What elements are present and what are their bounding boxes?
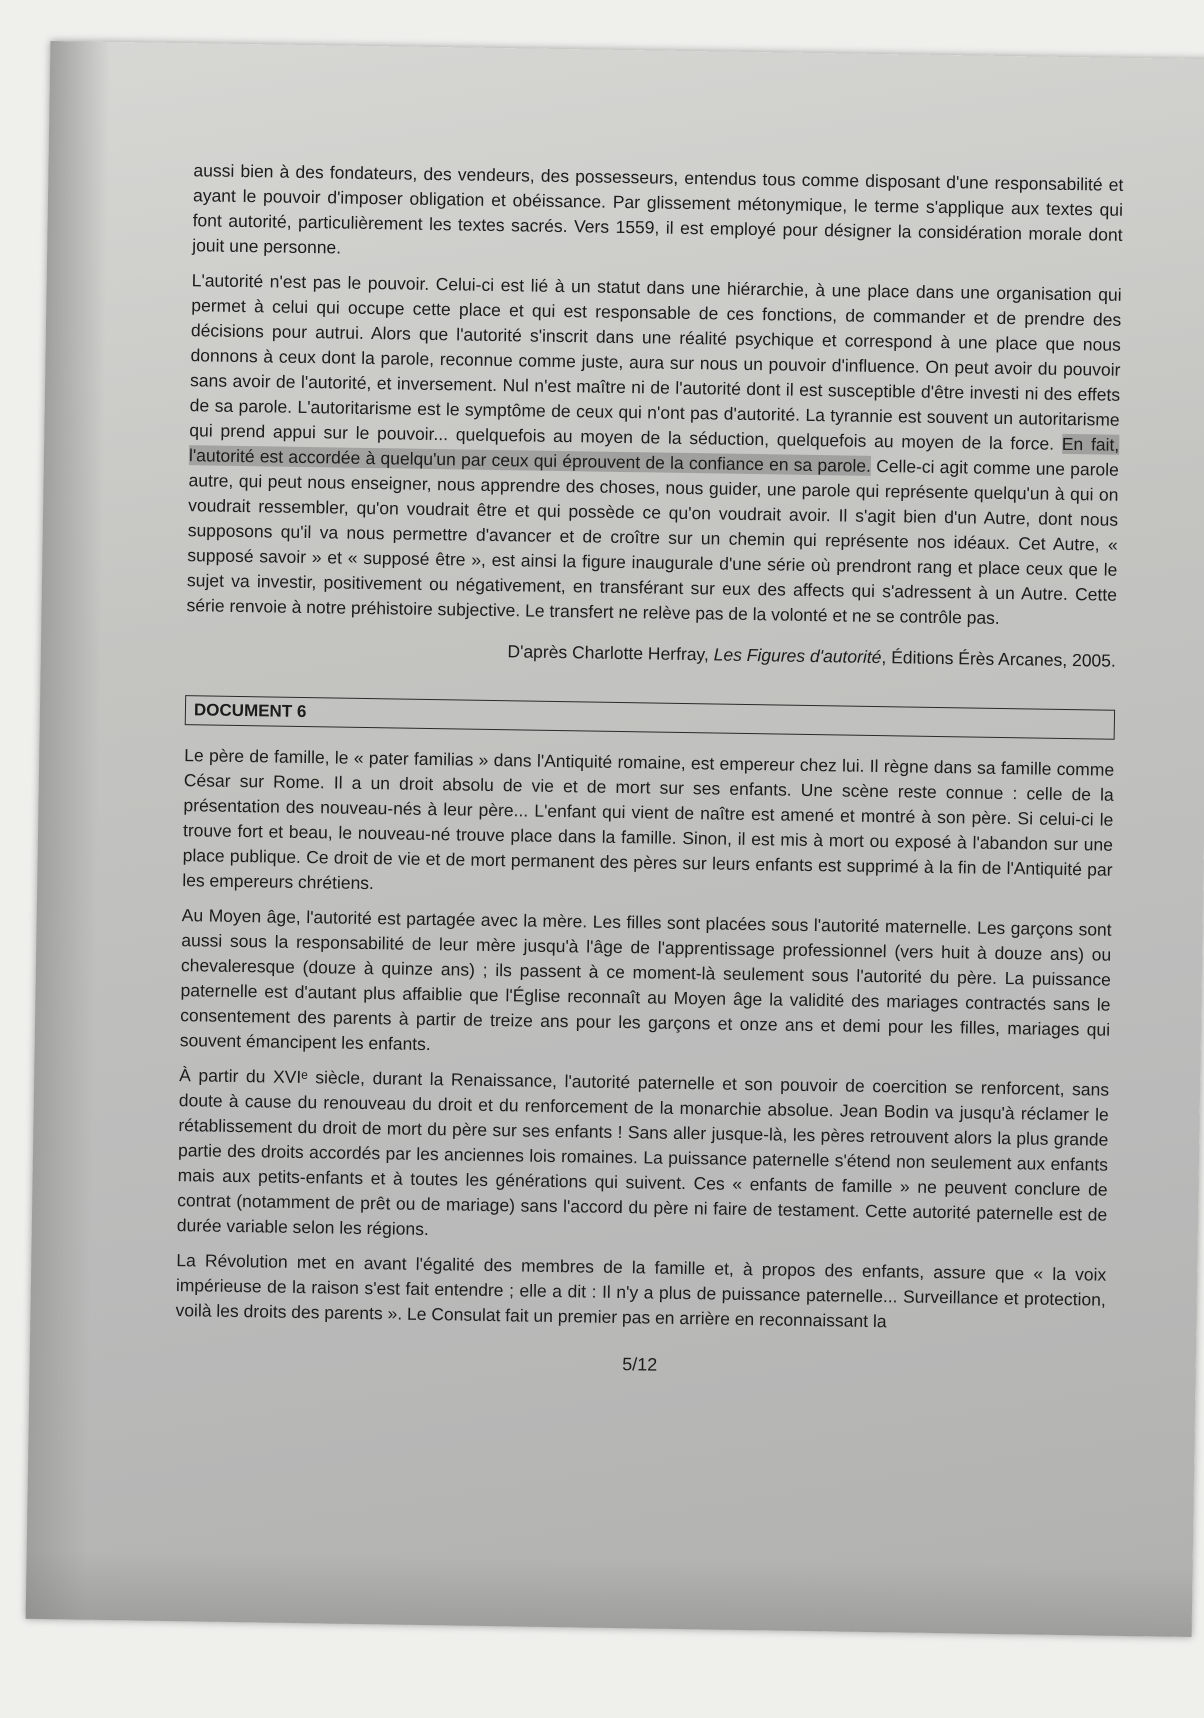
paragraph-renaissance: À partir du XVIᵉ siècle, durant la Renaissance, l'autorité paternelle et son pouvoir de coercition se renforcent, sans doute à cause du renouveau du droit et du renforcement de la monarchie absolue. Jean Bodin va jusqu'à réclamer le rétablissement du droit de mort du père sur ses enfants ! Sans aller jusque-là, les pères retrouvent alors la plus grande partie des droits accordés par les anciennes lois romaines. La puissance paternelle s'étend non seulement aux enfants mais aux petits-enfants et à toutes les générations qui suivent. Ces « enfants de famille » ne peuvent conclure de contrat (notamment de prêt ou de mariage) sans l'accord du père ni faire de testament. Cette autorité paternelle est de durée variable selon les régions.	[176, 1065, 1110, 1240]
paragraph-moyen-age: Au Moyen âge, l'autorité est partagée avec la mère. Les filles sont placées sous l'autorité maternelle. Les garçons sont aussi sous la responsabilité de leur mère jusqu'à l'âge de l'apprentissage professionnel (vers huit à douze ans) ou chevaleresque (douze à quinze ans) ; ils passent à ce moment-là seulement sous l'autorité du père. La puissance paternelle est d'autant plus affaiblie que l'Église reconnaît au Moyen âge la validité des mariages contractés sans le consentement des parents à partir de treize ans pour les garçons et onze ans et demi pour les filles, mariages qui souvent émancipent les enfants.	[179, 905, 1112, 1055]
source-citation	[186, 634, 1116, 674]
paragraph-authority-vs-power	[186, 268, 1121, 633]
source-publisher: , Éditions Érès Arcanes, 2005.	[881, 647, 1117, 671]
paragraph-pater-familias: Le père de famille, le « pater familias » dans l'Antiquité romaine, est empereur chez lui. Il règne dans sa famille comme César sur Rome. Il a un droit absolu de vie et de mort sur ses enfants. Une scène reste connue : celle de la présentation des nouveau-nés à leur père... L'enfant qui vient de naître est amené et montré à son père. Si celui-ci le trouve fort et beau, le nouveau-né trouve place dans la famille. Sinon, il est mis à mort ou exposé à l'abandon sur une place publique. Ce droit de vie et de mort permanent des pères sur leurs enfants est supprimé à la fin de l'Antiquité par les empereurs chrétiens.	[182, 745, 1115, 894]
document-header: DOCUMENT 6	[185, 695, 1115, 740]
paragraph-authority-origin: aussi bien à des fondateurs, des vendeurs, des possesseurs, entendus tous comme disposant d'une responsabilité et ayant le pouvoir d'imposer obligation et obéissance. Par glissement métonymique, le terme s'applique aux textes qui font autorité, particulièrement les textes sacrés. Vers 1559, il est employé pour désigner la considération morale dont jouit une personne.	[192, 160, 1124, 258]
page-number: 5/12	[622, 1354, 658, 1375]
paragraph-revolution: La Révolution met en avant l'égalité des membres de la famille et, à propos des enfants, assure que « la voix impérieuse de la raison s'est fait entendre ; elle a dit : Il n'y a plus de puissance paternelle... Surveillance et protection, voilà les droits des parents ». Le Consulat fait un premier pas en arrière en reconnaissant la	[175, 1250, 1107, 1332]
highlighted-sentence: En fait, l'autorité est accordée à quelqu'un par ceux qui éprouvent de la confiance en sa parole.	[188, 433, 1120, 476]
paper-sheet	[26, 41, 1204, 1637]
paragraph-authority-other-text: Celle-ci agit comme une parole autre, qui peut nous enseigner, nous apprendre des choses, nous guider, une parole qui représente quelqu'un à qui on voudrait ressembler, qu'on voudrait être et qui possède ce qu'on voudrait avoir. Il s'agit bien d'un Autre, dont nous supposons qu'il va nous permettre d'avancer et de croître sur un chemin qui représente nos idéaux. Cet Autre, « supposé savoir » et « supposé être », est ainsi la figure inaugurale d'une série où prendront rang et place ceux que le sujet va investir, positivement ou négativement, en transférant sur eux des affects qui s'adressent à un Autre. Cette série renvoie à notre préhistoire subjective. Le transfert ne relève pas de la volonté et ne se contrôle pas.	[186, 455, 1120, 628]
page-content	[175, 158, 1124, 1384]
paragraph-authority-vs-power-text: L'autorité n'est pas le pouvoir. Celui-ci est lié à un statut dans une hiérarchie, à une place dans une organisation qui permet à celui qui occupe cette place et qui est responsable de ces fonctions, de commander et de prendre des décisions pour autrui. Alors que l'autorité s'inscrit dans une réalité psychique et correspond à une place que nous donnons à ceux dont la parole, reconnue comme juste, aura sur nous un pouvoir d'influence. On peut avoir du pouvoir sans avoir de l'autorité, et inversement. Nul n'est maître ni de l'autorité dont il est susceptible d'être investi ni des effets de sa parole. L'autoritarisme est le symptôme de ceux qui n'ont pas d'autorité. La tyrannie est souvent un autoritarisme qui prend appui sur le pouvoir... quelquefois au moyen de la séduction, quelquefois au moyen de la force.	[189, 270, 1122, 454]
paper-shadow-edge	[26, 41, 111, 1620]
source-title: Les Figures d'autorité	[713, 644, 882, 668]
source-author: D'après Charlotte Herfray,	[507, 641, 709, 665]
paper-bottom-shadow	[26, 1549, 1193, 1637]
